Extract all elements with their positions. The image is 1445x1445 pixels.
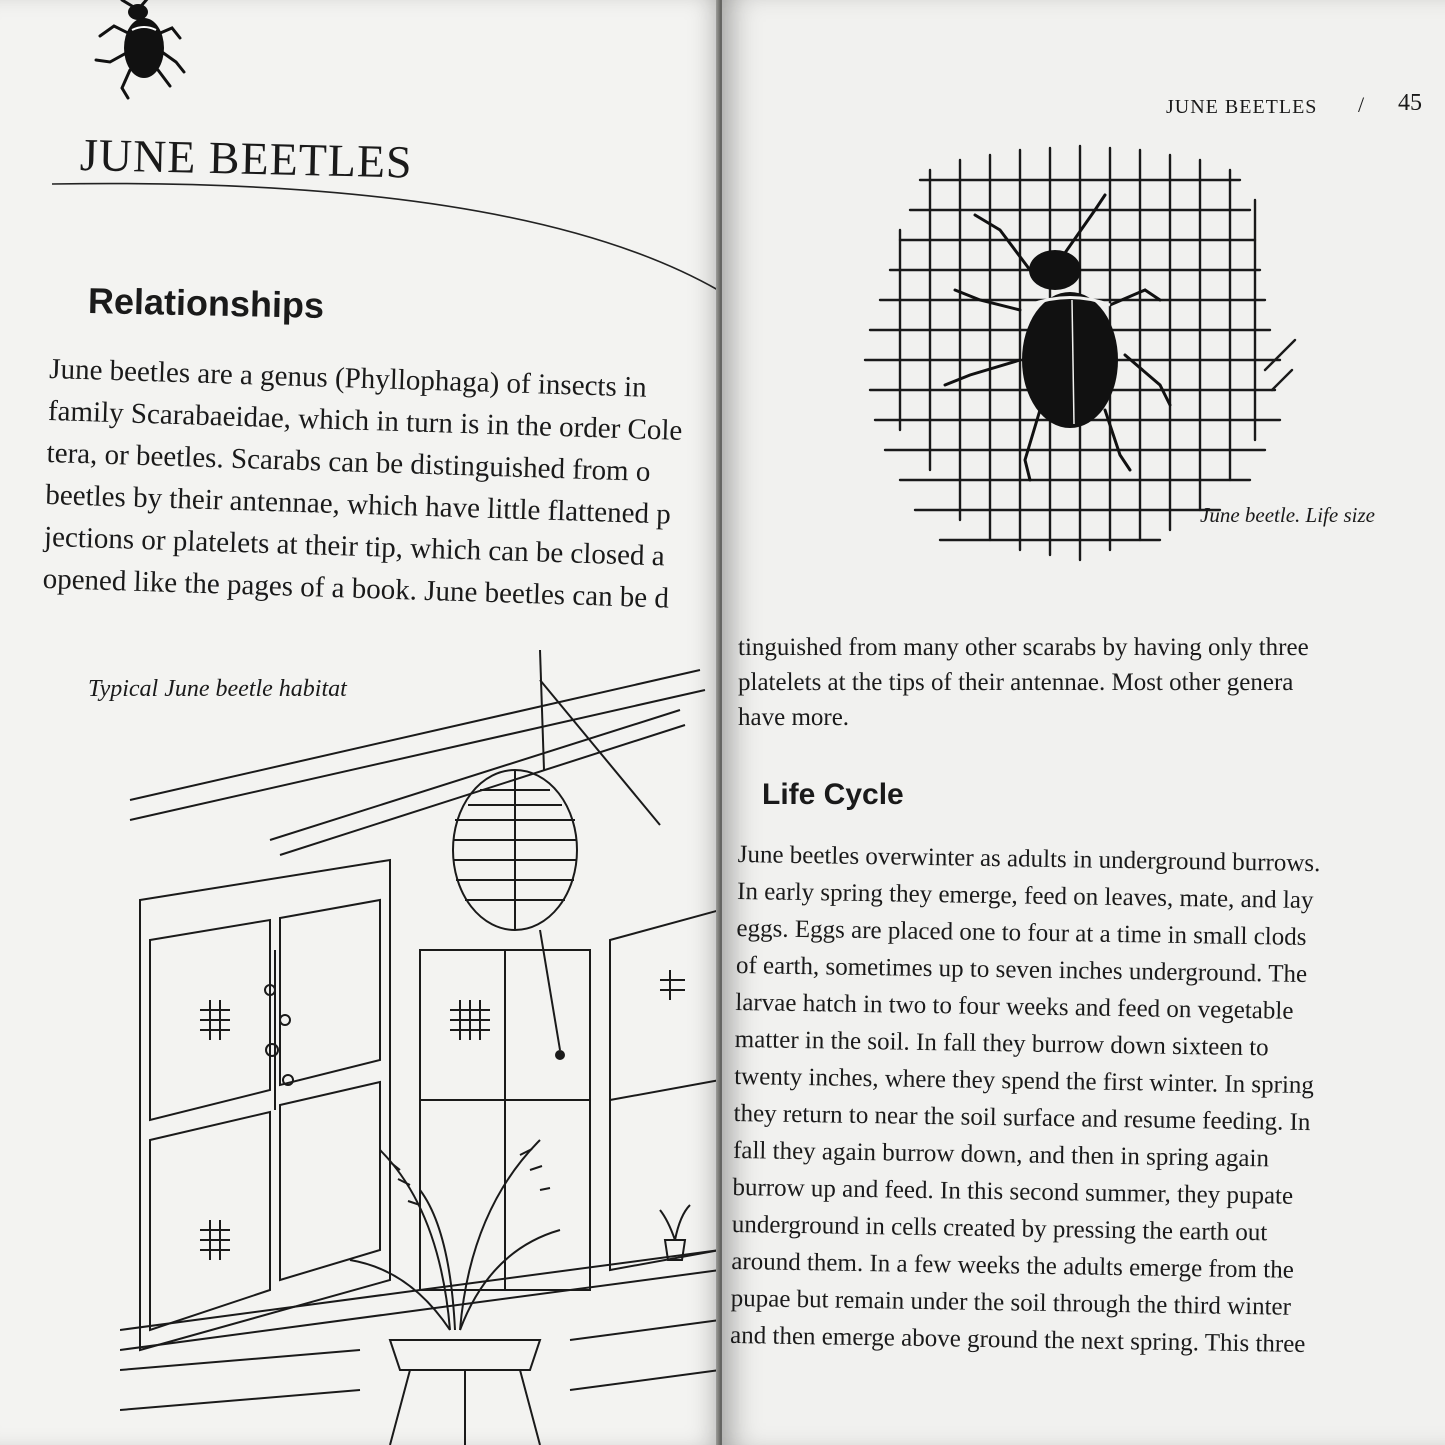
- relationships-paragraph: [42, 348, 722, 623]
- body-line: In early spring they emerge, feed on leaves, mate, and lay: [736, 877, 1314, 915]
- body-line: beetles by their antennae, which have little flattened p: [44, 478, 672, 531]
- page-number: 45: [1398, 90, 1422, 116]
- body-line: underground in cells created by pressing the earth out: [731, 1210, 1268, 1247]
- body-line: burrow up and feed. In this second summer, they pupate: [732, 1173, 1294, 1210]
- body-line: opened like the pages of a book. June beetles can be d: [42, 562, 670, 615]
- life-cycle-paragraph: [730, 836, 1445, 1365]
- body-line: fall they again burrow down, and then in spring again: [732, 1136, 1270, 1173]
- body-line: and then emerge above ground the next spring. This three: [729, 1321, 1306, 1358]
- body-line: jections or platelets at their tip, which can be closed a: [43, 520, 666, 573]
- body-line: tinguished from many other scarabs by having only three: [738, 634, 1309, 661]
- section-heading-life-cycle: Life Cycle: [762, 778, 904, 811]
- left-page: [0, 0, 722, 1445]
- beetle-caption: June beetle. Life size: [1200, 503, 1375, 527]
- body-line: pupae but remain under the soil through the third winter: [730, 1284, 1292, 1321]
- running-head: JUNE BEETLES: [1166, 96, 1318, 118]
- body-line: larvae hatch in two to four weeks and feed on vegetable: [735, 988, 1294, 1025]
- body-line: June beetles overwinter as adults in underground burrows.: [737, 840, 1321, 878]
- body-line: June beetles are a genus (Phyllophaga) of insects in: [48, 352, 648, 404]
- body-line: platelets at the tips of their antennae. Most other genera: [738, 669, 1294, 696]
- body-line: matter in the soil. In fall they burrow down sixteen to: [734, 1025, 1269, 1062]
- body-line: tera, or beetles. Scarabs can be distinguished from o: [46, 436, 651, 488]
- body-line: of earth, sometimes up to seven inches underground. The: [735, 951, 1308, 988]
- body-line: twenty inches, where they spend the first winter. In spring: [734, 1062, 1315, 1100]
- body-line: family Scarabaeidae, which in turn is in the order Cole: [47, 394, 683, 447]
- chapter-title: JUNE BEETLES: [79, 129, 414, 188]
- running-head-separator: /: [1358, 92, 1365, 117]
- section-heading-relationships: Relationships: [87, 280, 325, 326]
- body-line: around them. In a few weeks the adults emerge from the: [731, 1247, 1295, 1284]
- beetle-icon: [92, 0, 192, 100]
- continued-paragraph: [738, 630, 1445, 735]
- body-line: eggs. Eggs are placed one to four at a time in small clods: [736, 914, 1307, 951]
- body-line: they return to near the soil surface and resume feeding. In: [733, 1099, 1311, 1137]
- body-line: have more.: [738, 704, 850, 731]
- habitat-caption: Typical June beetle habitat: [88, 676, 347, 702]
- habitat-illustration: [120, 650, 720, 1445]
